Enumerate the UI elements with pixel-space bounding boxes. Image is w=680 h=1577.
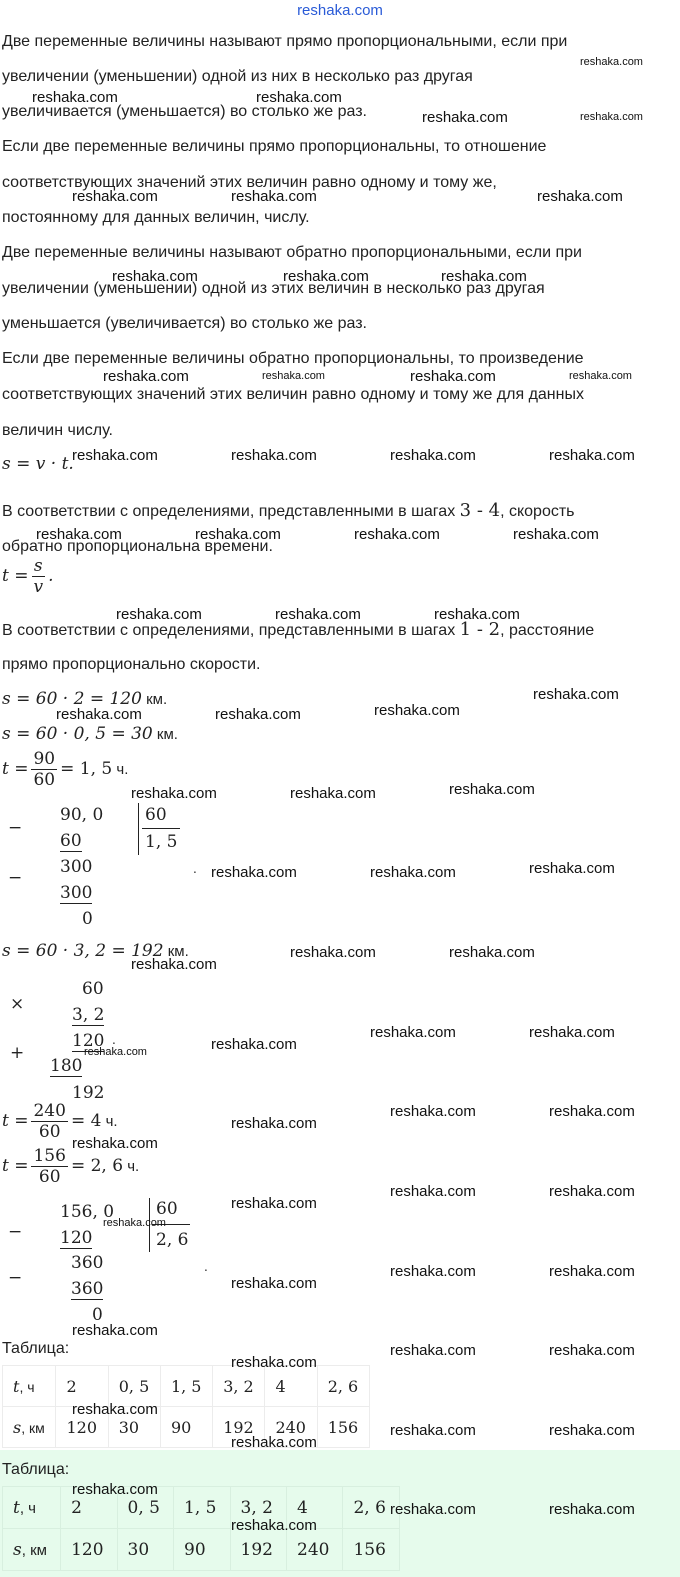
watermark: reshaka.com xyxy=(390,1103,476,1120)
watermark: reshaka.com xyxy=(580,111,643,123)
plus-sign: + xyxy=(10,1043,25,1063)
divisor: 60 xyxy=(156,1199,178,1219)
watermark: reshaka.com xyxy=(549,1342,635,1359)
watermark: reshaka.com xyxy=(72,1481,158,1498)
table-cell: 0, 5 xyxy=(108,1366,160,1407)
watermark: reshaka.com xyxy=(390,1183,476,1200)
watermark: reshaka.com xyxy=(529,1024,615,1041)
table-row-time xyxy=(3,1366,370,1407)
table-cell: 0, 5 xyxy=(117,1487,173,1529)
watermark: reshaka.com xyxy=(231,1195,317,1212)
paragraph-3-line-2: увеличении (уменьшении) одной из этих величин в несколько раз другая xyxy=(2,280,545,297)
watermark: reshaka.com xyxy=(32,89,118,106)
watermark: reshaka.com xyxy=(72,1135,158,1152)
watermark: reshaka.com xyxy=(131,956,217,973)
table-cell: 1, 5 xyxy=(160,1366,212,1407)
table-cell: 2, 6 xyxy=(343,1487,400,1529)
watermark: reshaka.com xyxy=(449,781,535,798)
paragraph-3-line-1: Две переменные величины называют обратно пропорциональными, если при xyxy=(2,244,582,261)
watermark: reshaka.com xyxy=(513,526,599,543)
partial-product-1: 120 xyxy=(72,1031,105,1051)
quotient: 2, 6 xyxy=(156,1230,189,1250)
final-remainder: 0 xyxy=(82,909,93,929)
table-cell: 4 xyxy=(287,1487,343,1529)
paragraph-2-line-1: Если две переменные величины прямо пропорциональны, то отношение xyxy=(2,138,547,155)
dot: . xyxy=(204,1260,208,1274)
watermark: reshaka.com xyxy=(529,860,615,877)
table-cell: 30 xyxy=(108,1407,160,1448)
quotient: 1, 5 xyxy=(145,832,178,852)
watermark: reshaka.com xyxy=(116,606,202,623)
divisor-line xyxy=(142,828,180,829)
paragraph-2-line-3: постоянному для данных величин, числу. xyxy=(2,209,310,226)
step-ref-2-line-1: В соответствии с определениями, представленными в шагах 1 - 2, расстояние xyxy=(2,619,595,640)
minus-sign: − xyxy=(8,818,23,838)
paragraph-4-line-2: соответствующих значений этих величин равно одному и тому же для данных xyxy=(2,386,584,403)
table-cell: 192 xyxy=(213,1407,265,1448)
watermark: reshaka.com xyxy=(390,1501,476,1518)
answer-row-time xyxy=(3,1487,400,1529)
watermark: reshaka.com xyxy=(231,447,317,464)
step-ref-1-line-1: В соответствии с определениями, представленными в шагах 3 - 4, скорость xyxy=(2,500,575,521)
remainder: 300 xyxy=(60,857,93,877)
row-head: t, ч xyxy=(3,1487,61,1529)
watermark: reshaka.com xyxy=(449,944,535,961)
watermark: reshaka.com xyxy=(549,447,635,464)
watermark: reshaka.com xyxy=(211,1036,297,1053)
table-cell: 120 xyxy=(56,1407,108,1448)
watermark: reshaka.com xyxy=(231,1434,317,1451)
answer-table xyxy=(2,1486,400,1571)
watermark: reshaka.com xyxy=(537,188,623,205)
table-cell: 240 xyxy=(265,1407,317,1448)
table-cell: 120 xyxy=(61,1529,117,1571)
watermark: reshaka.com xyxy=(103,1217,166,1229)
table-cell: 1, 5 xyxy=(174,1487,230,1529)
calc-time-3: t = $\frac{156}{60}$ = 2, 6 ч. xyxy=(2,1146,140,1187)
watermark: reshaka.com xyxy=(549,1103,635,1120)
watermark: reshaka.com xyxy=(36,526,122,543)
calc-distance-2: s = 60 · 0, 5 = 30 км. xyxy=(2,724,178,744)
watermark: reshaka.com xyxy=(390,1422,476,1439)
answer-table-label: Таблица: xyxy=(2,1461,70,1478)
dividend: 156, 0 xyxy=(60,1202,115,1222)
minus-sign: − xyxy=(8,868,23,888)
watermark: reshaka.com xyxy=(103,368,189,385)
dot: . xyxy=(193,862,197,876)
answer-row-distance xyxy=(3,1529,400,1571)
watermark: reshaka.com xyxy=(56,706,142,723)
watermark: reshaka.com xyxy=(549,1501,635,1518)
table-cell: 156 xyxy=(317,1407,369,1448)
calc-time-1: t = $\frac{90}{60}$ = 1, 5 ч. xyxy=(2,749,129,790)
watermark: reshaka.com xyxy=(231,1275,317,1292)
factor-1: 60 xyxy=(82,979,104,999)
subtrahend-2: 360 xyxy=(71,1279,104,1299)
watermark: reshaka.com xyxy=(580,56,643,68)
dividend: 90, 0 xyxy=(60,805,104,825)
watermark: reshaka.com xyxy=(131,785,217,802)
watermark: reshaka.com xyxy=(231,1115,317,1132)
minus-sign: − xyxy=(8,1222,23,1242)
table-cell: 240 xyxy=(287,1529,343,1571)
table-label: Таблица: xyxy=(2,1340,70,1357)
subtrahend-2: 300 xyxy=(60,883,93,903)
table-cell: 2 xyxy=(56,1366,108,1407)
watermark: reshaka.com xyxy=(231,1517,317,1534)
watermark: reshaka.com xyxy=(112,268,198,285)
watermark: reshaka.com xyxy=(231,188,317,205)
paragraph-1-line-1: Две переменные величины называют прямо пропорциональными, если при xyxy=(2,33,568,50)
watermark: reshaka.com xyxy=(283,268,369,285)
minus-sign: − xyxy=(8,1268,23,1288)
watermark: reshaka.com xyxy=(231,1354,317,1371)
paragraph-3-line-3: уменьшается (увеличивается) во столько же раз. xyxy=(2,315,367,332)
times-sign: × xyxy=(10,994,25,1014)
watermark: reshaka.com xyxy=(390,1342,476,1359)
watermark: reshaka.com xyxy=(549,1263,635,1280)
watermark: reshaka.com xyxy=(374,702,460,719)
step-ref-2-line-2: прямо пропорционально скорости. xyxy=(2,656,261,673)
watermark: reshaka.com xyxy=(354,526,440,543)
watermark: reshaka.com xyxy=(215,706,301,723)
table-cell: 2 xyxy=(61,1487,117,1529)
dot: . xyxy=(112,1033,116,1047)
watermark: reshaka.com xyxy=(370,1024,456,1041)
watermark: reshaka.com xyxy=(410,368,496,385)
watermark: reshaka.com xyxy=(290,785,376,802)
subtrahend: 120 xyxy=(60,1228,93,1248)
table-cell: 30 xyxy=(117,1529,173,1571)
remainder: 360 xyxy=(71,1253,104,1273)
watermark: reshaka.com xyxy=(84,1046,147,1058)
watermark: reshaka.com xyxy=(441,268,527,285)
watermark: reshaka.com xyxy=(549,1422,635,1439)
watermark: reshaka.com xyxy=(72,447,158,464)
table-cell: 192 xyxy=(230,1529,286,1571)
paragraph-1-line-3: увеличивается (уменьшается) во столько же раз. xyxy=(2,103,367,120)
calc-distance-1: s = 60 · 2 = 120 км. xyxy=(2,689,168,709)
table-cell: 2, 6 xyxy=(317,1366,369,1407)
watermark: reshaka.com xyxy=(262,370,325,382)
step-ref-1-line-2: обратно пропорциональна времени. xyxy=(2,538,273,555)
table-cell: 3, 2 xyxy=(230,1487,286,1529)
watermark: reshaka.com xyxy=(549,1183,635,1200)
watermark: reshaka.com xyxy=(434,606,520,623)
row-head: s, км xyxy=(3,1407,56,1448)
table-cell: 3, 2 xyxy=(213,1366,265,1407)
formula-time: t = $\frac{s}{v}$ . xyxy=(2,556,54,597)
divisor: 60 xyxy=(145,805,167,825)
watermark: reshaka.com xyxy=(72,1401,158,1418)
calc-time-2: t = $\frac{240}{60}$ = 4 ч. xyxy=(2,1101,118,1142)
row-head: t, ч xyxy=(3,1366,56,1407)
watermark: reshaka.com xyxy=(290,944,376,961)
division-bar xyxy=(138,803,139,855)
calc-distance-3: s = 60 · 3, 2 = 192 км. xyxy=(2,941,189,961)
row-head: s, км xyxy=(3,1529,61,1571)
watermark: reshaka.com xyxy=(569,370,632,382)
watermark: reshaka.com xyxy=(256,89,342,106)
paragraph-1-line-2: увеличении (уменьшении) одной из них в несколько раз другая xyxy=(2,68,473,85)
watermark: reshaka.com xyxy=(422,109,508,126)
watermark: reshaka.com xyxy=(275,606,361,623)
watermark: reshaka.com xyxy=(72,1322,158,1339)
watermark: reshaka.com xyxy=(533,686,619,703)
watermark: reshaka.com xyxy=(390,1263,476,1280)
paragraph-4-line-1: Если две переменные величины обратно пропорциональны, то произведение xyxy=(2,350,584,367)
watermark: reshaka.com xyxy=(211,864,297,881)
table-cell: 4 xyxy=(265,1366,317,1407)
watermark: reshaka.com xyxy=(390,447,476,464)
table-cell: 90 xyxy=(174,1529,230,1571)
final-remainder: 0 xyxy=(92,1305,103,1325)
partial-product-2: 180 xyxy=(50,1056,83,1076)
site-header-link[interactable]: reshaka.com xyxy=(297,2,383,19)
table-cell: 156 xyxy=(343,1529,400,1571)
table-cell: 90 xyxy=(160,1407,212,1448)
subtrahend: 60 xyxy=(60,831,82,851)
paragraph-4-line-3: величин числу. xyxy=(2,422,113,439)
watermark: reshaka.com xyxy=(72,188,158,205)
paragraph-2-line-2: соответствующих значений этих величин равно одному и тому же, xyxy=(2,174,497,191)
factor-2: 3, 2 xyxy=(72,1005,105,1025)
formula-distance: s = v · t. xyxy=(2,454,74,474)
watermark: reshaka.com xyxy=(195,526,281,543)
product: 192 xyxy=(72,1083,105,1103)
watermark: reshaka.com xyxy=(370,864,456,881)
